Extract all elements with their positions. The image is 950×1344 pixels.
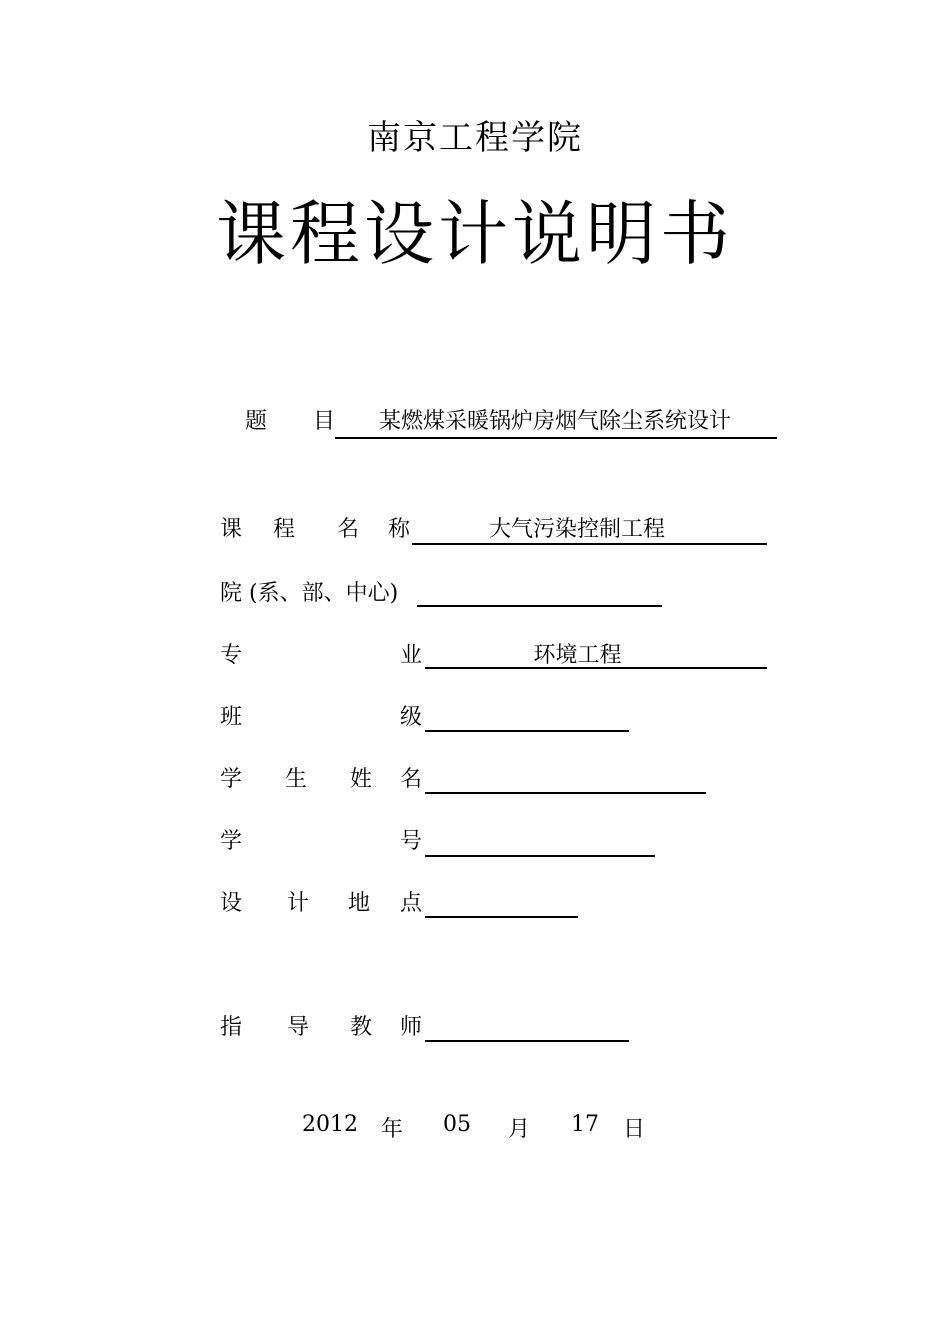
teacher-label-3: 教 <box>350 1015 373 1040</box>
date-year: 2012 <box>302 1112 358 1137</box>
date-day-unit: 日 <box>623 1117 646 1142</box>
class-label-2: 级 <box>400 705 423 730</box>
course-label-1: 课 <box>220 517 243 542</box>
date-day: 17 <box>571 1112 599 1137</box>
date-month: 05 <box>443 1112 471 1137</box>
course-underline <box>412 543 767 545</box>
teacher-label-4: 师 <box>400 1015 423 1040</box>
major-underline <box>425 667 767 669</box>
course-label-2: 程 <box>273 517 296 542</box>
course-label-4: 称 <box>388 517 411 542</box>
major-label-1: 专 <box>220 643 243 668</box>
location-label-4: 点 <box>400 891 423 916</box>
document-title: 课程设计说明书 <box>216 193 734 275</box>
major-value: 环境工程 <box>533 643 622 668</box>
location-label-2: 计 <box>287 891 310 916</box>
location-underline <box>425 916 578 918</box>
class-label-1: 班 <box>220 705 243 730</box>
id-label-1: 学 <box>220 829 243 854</box>
date-year-unit: 年 <box>381 1117 404 1142</box>
class-underline <box>425 730 629 732</box>
department-underline <box>417 605 662 607</box>
location-label-3: 地 <box>348 891 371 916</box>
id-label-2: 号 <box>400 829 423 854</box>
student-label-4: 名 <box>400 767 423 792</box>
school-name: 南京工程学院 <box>367 118 583 158</box>
location-label-1: 设 <box>220 891 243 916</box>
course-value: 大气污染控制工程 <box>488 517 665 542</box>
student-label-1: 学 <box>220 767 243 792</box>
topic-underline <box>335 437 777 439</box>
topic-value: 某燃煤采暖锅炉房烟气除尘系统设计 <box>378 409 731 434</box>
department-label: 院 (系、部、中心) <box>220 581 399 606</box>
student-underline <box>425 792 706 794</box>
topic-label-1: 题 <box>245 409 268 434</box>
course-label-3: 名 <box>337 517 360 542</box>
date-month-unit: 月 <box>508 1117 531 1142</box>
student-label-2: 生 <box>285 767 308 792</box>
teacher-label-2: 导 <box>287 1015 310 1040</box>
topic-label-2: 目 <box>313 409 336 434</box>
major-label-2: 业 <box>400 643 423 668</box>
teacher-underline <box>425 1040 629 1042</box>
teacher-label-1: 指 <box>220 1015 243 1040</box>
student-label-3: 姓 <box>350 767 373 792</box>
id-underline <box>425 855 655 857</box>
